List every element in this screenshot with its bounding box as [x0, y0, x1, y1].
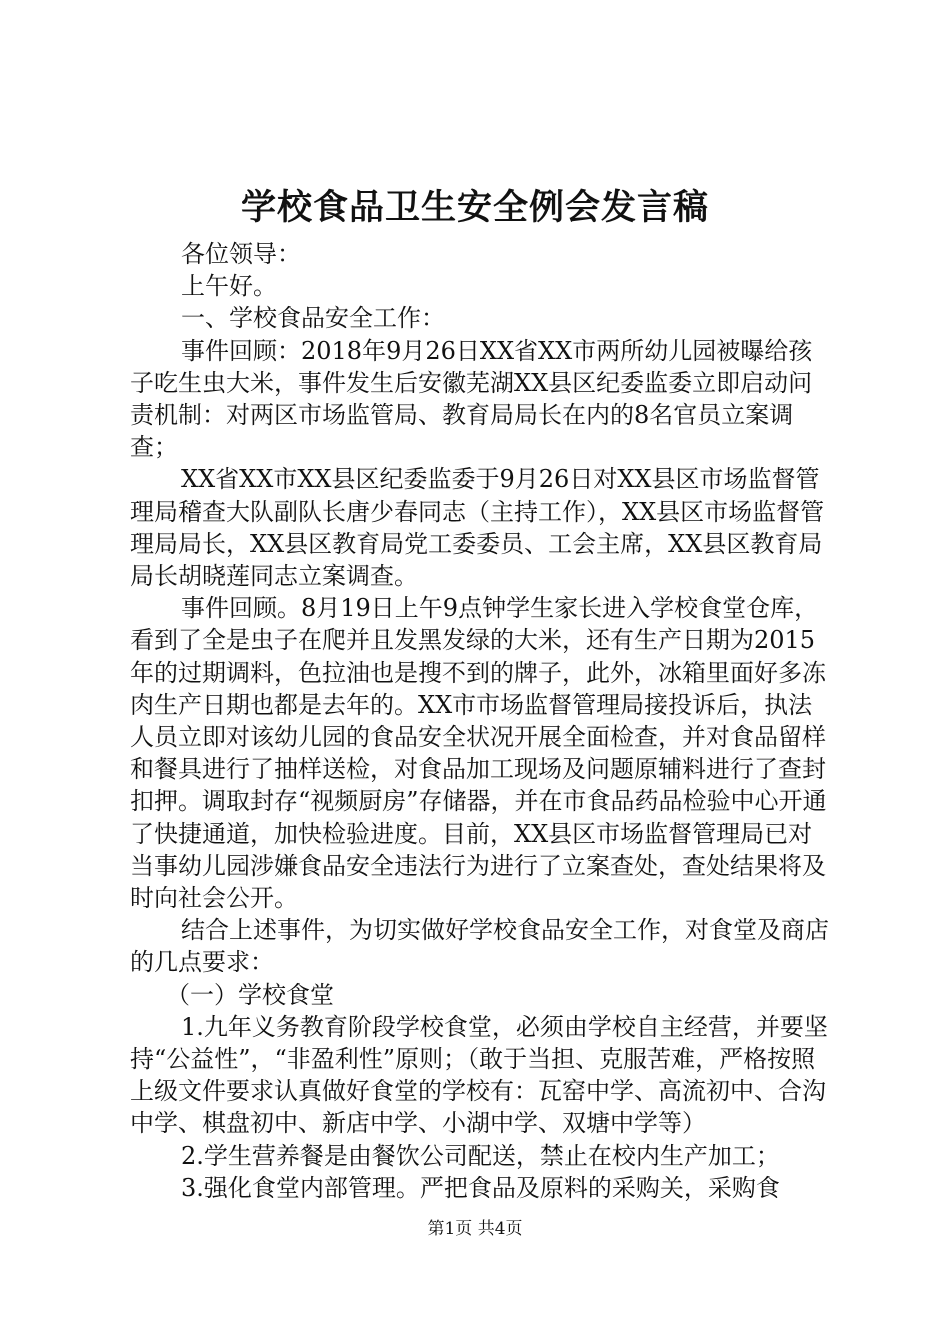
list-item-3: 3.强化食堂内部管理。严把食品及原料的采购关，采购食 [181, 1173, 780, 1202]
document-body [130, 238, 830, 1204]
page-footer: 第1页 共4页 [427, 1219, 523, 1239]
paragraph-investigation: XX省XX市XX县区纪委监委于9月26日对XX县区市场监督管理局稽查大队副队长唐少春同志（主持工作），XX县区市场监督管理局局长，XX县区教育局党工委委员、工会主席，XX县区教育局局长胡晓莲同志立案调查。 [130, 465, 825, 591]
paragraph-requirements-intro: 结合上述事件，为切实做好学校食品安全工作，对食堂及商店的几点要求： [130, 916, 829, 977]
subsection-heading-canteen: （一）学校食堂 [166, 980, 334, 1009]
section-heading-1: 一、学校食品安全工作： [181, 304, 445, 333]
document-title: 学校食品卫生安全例会发言稿 [240, 187, 709, 228]
list-item-2: 2.学生营养餐是由餐饮公司配送，禁止在校内生产加工； [181, 1141, 780, 1170]
list-item-1: 1.九年义务教育阶段学校食堂，必须由学校自主经营，并要坚持“公益性”，“非盈利性”原则；（敢于当担、克服苦难，严格按照上级文件要求认真做好食堂的学校有：瓦窑中学、高流初中、合沟中学、棋盘初中、新店中学、小湖中学、双塘中学等） [130, 1012, 828, 1138]
paragraph-greeting: 上午好。 [181, 272, 277, 301]
paragraph-salutation: 各位领导： [181, 240, 301, 268]
paragraph-event-review-2: 事件回顾。8月19日上午9点钟学生家长进入学校食堂仓库，看到了全是虫子在爬并且发黑发绿的大米，还有生产日期为2015年的过期调料，色拉油也是搜不到的牌子，此外，冰箱里面好多冻肉生产日期也都是去年的。XX市市场监督管理局接投诉后，执法人员立即对该幼儿园的食品安全状况开展全面检查，并对食品留样和餐具进行了抽样送检，对食品加工现场及问题原辅料进行了查封扣押。调取封存“视频厨房”存储器，并在市食品药品检验中心开通了快捷通道，加快检验进度。目前，XX县区市场监督管理局已对当事幼儿园涉嫌食品安全违法行为进行了立案查处，查处结果将及时向社会公开。 [130, 594, 827, 913]
paragraph-event-review-1: 事件回顾：2018年9月26日XX省XX市两所幼儿园被曝给孩子吃生虫大米，事件发生后安徽芜湖XX县区纪委监委立即启动问责机制：对两区市场监管局、教育局局长在内的8名官员立案调查； [130, 336, 813, 462]
